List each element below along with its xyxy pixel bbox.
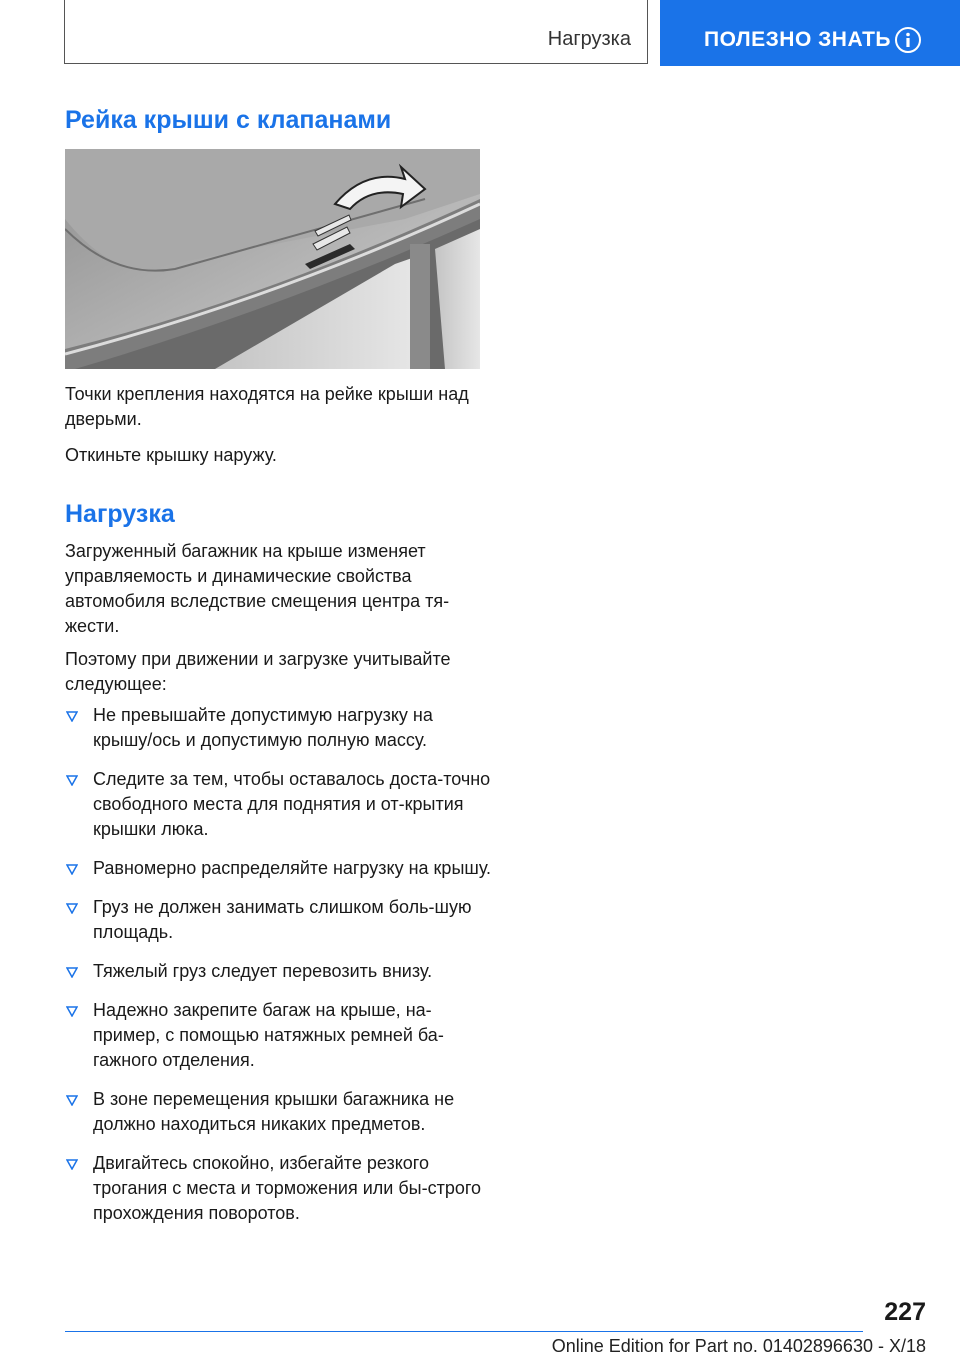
roof-rail-flap-photo <box>65 149 480 369</box>
triangle-bullet-icon <box>66 1159 78 1170</box>
triangle-bullet-icon <box>66 1006 78 1017</box>
list-item-text: Тяжелый груз следует перевозить внизу. <box>93 961 433 981</box>
list-item-text: Надежно закрепите багаж на крыше, на-пример, с помощью натяжных ремней ба-гажного отделения. <box>93 1000 444 1070</box>
list-item-text: В зоне перемещения крышки багажника не должно находиться никаких предметов. <box>93 1089 455 1134</box>
header-section-label: Нагрузка <box>547 28 631 50</box>
list-item-text: Двигайтесь спокойно, избегайте резкого трогания с места и торможения или бы-строго прохождения поворотов. <box>93 1153 482 1223</box>
triangle-bullet-icon <box>66 775 78 786</box>
triangle-bullet-icon <box>66 864 78 875</box>
list-item <box>65 767 495 842</box>
header-tab-label: ПОЛЕЗНО ЗНАТЬ <box>704 28 891 51</box>
list-item <box>65 856 495 881</box>
list-item <box>65 1151 495 1226</box>
list-item-text: Равномерно распределяйте нагрузку на крышу. <box>93 858 492 878</box>
section-title-roof-rail: Рейка крыши с клапанами <box>65 106 392 134</box>
triangle-bullet-icon <box>66 1095 78 1106</box>
list-item <box>65 895 495 945</box>
footer-divider <box>65 1331 863 1332</box>
list-item-text: Следите за тем, чтобы оставалось доста-точно свободного места для поднятия и от-крытия крышки люка. <box>93 769 491 839</box>
load-guidelines-list <box>65 703 495 1240</box>
triangle-bullet-icon <box>66 903 78 914</box>
paragraph-mount-points: Точки крепления находятся на рейке крыши над дверьми. <box>65 384 469 429</box>
list-item <box>65 998 495 1073</box>
paragraph-fold-out-cover: Откиньте крышку наружу. <box>65 445 277 465</box>
info-icon <box>894 26 922 54</box>
page-number: 227 <box>884 1298 926 1326</box>
header-tab-useful-to-know[interactable] <box>660 0 960 66</box>
paragraph-load-handling: Загруженный багажник на крыше изменяет управляемость и динамические свойства автомобиля вследствие смещения центра тя-жести. <box>65 541 450 636</box>
list-item <box>65 959 495 984</box>
list-item <box>65 1087 495 1137</box>
paragraph-therefore-consider: Поэтому при движении и загрузке учитывайте следующее: <box>65 649 451 694</box>
footer-edition-text: Online Edition for Part no. 01402896630 - X/18 <box>551 1336 926 1356</box>
triangle-bullet-icon <box>66 711 78 722</box>
list-item <box>65 703 495 753</box>
triangle-bullet-icon <box>66 967 78 978</box>
list-item-text: Не превышайте допустимую нагрузку на крышу/ось и допустимую полную массу. <box>93 705 433 750</box>
section-title-load: Нагрузка <box>65 500 175 528</box>
header-section-box <box>64 0 648 64</box>
list-item-text: Груз не должен занимать слишком боль-шую площадь. <box>93 897 472 942</box>
